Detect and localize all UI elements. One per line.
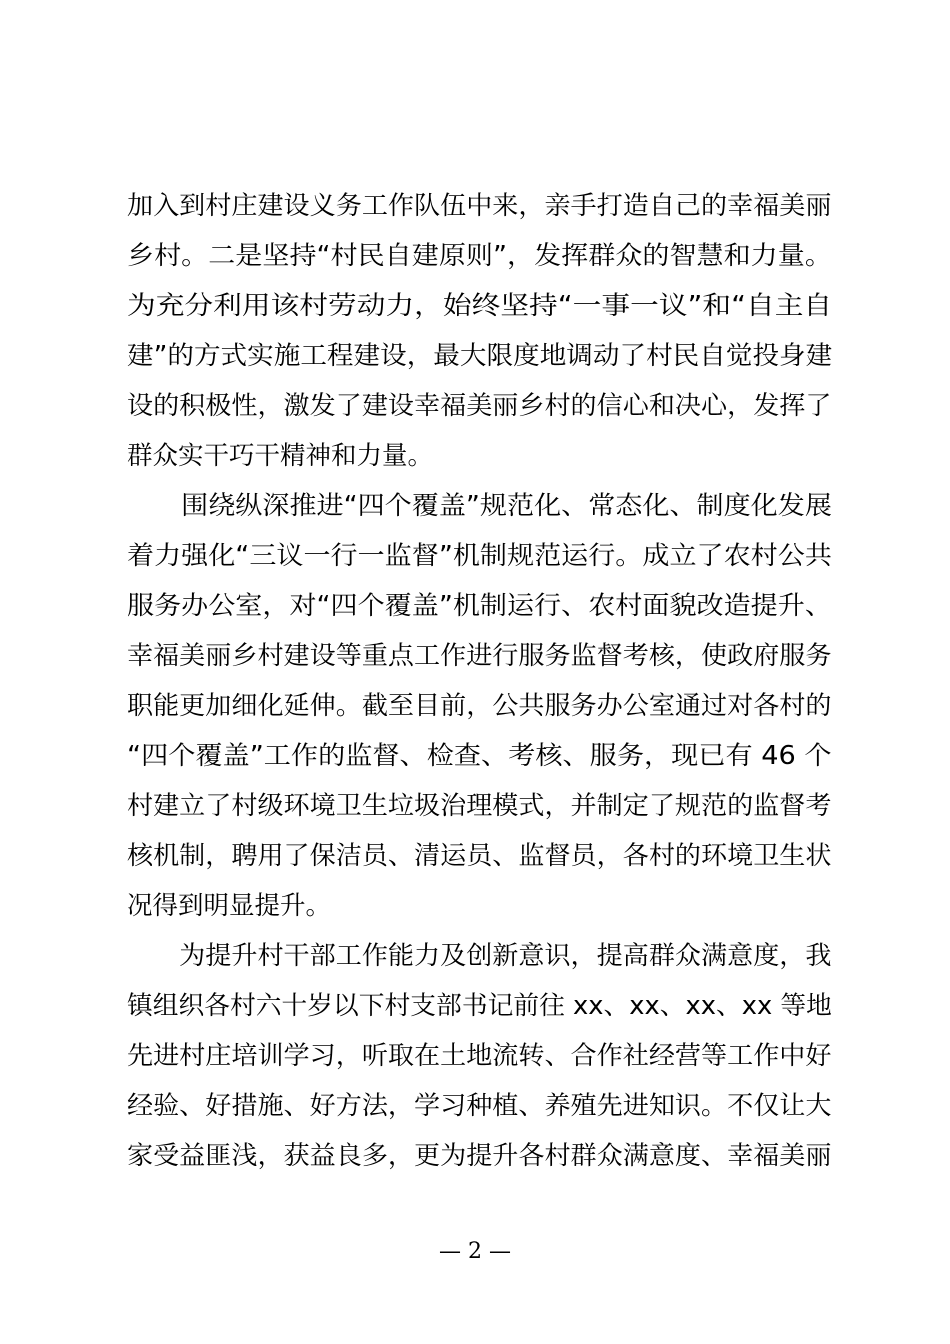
text-line: 服务办公室，对“四个覆盖”机制运行、农村面貌改造提升、 [127, 591, 832, 621]
text-line: 经验、好措施、好方法，学习种植、养殖先进知识。不仅让大 [127, 1091, 832, 1121]
text-line: 况得到明显提升。 [127, 891, 332, 921]
text-line: 设的积极性，激发了建设幸福美丽乡村的信心和决心，发挥了 [127, 391, 832, 421]
text-line: 建”的方式实施工程建设，最大限度地调动了村民自觉投身建 [127, 341, 833, 371]
text-line: 加入到村庄建设义务工作队伍中来，亲手打造自己的幸福美丽 [127, 191, 832, 221]
text-line: 家受益匪浅，获益良多，更为提升各村群众满意度、幸福美丽 [127, 1141, 832, 1171]
text-line: 村建立了村级环境卫生垃圾治理模式，并制定了规范的监督考 [127, 791, 832, 821]
text-line: 为充分利用该村劳动力，始终坚持“一事一议”和“自主自 [127, 291, 833, 321]
text-line: 先进村庄培训学习，听取在土地流转、合作社经营等工作中好 [127, 1041, 832, 1071]
text-line: 镇组织各村六十岁以下村支部书记前往 xx、xx、xx、xx 等地 [127, 991, 832, 1021]
text-line: 核机制，聘用了保洁员、清运员、监督员，各村的环境卫生状 [127, 841, 832, 871]
page-number: — 2 — [439, 1239, 511, 1264]
text-line: 为提升村干部工作能力及创新意识，提高群众满意度，我 [127, 941, 832, 971]
text-line: 幸福美丽乡村建设等重点工作进行服务监督考核，使政府服务 [127, 641, 832, 671]
text-line: “四个覆盖”工作的监督、检查、考核、服务，现已有 46 个 [127, 741, 832, 771]
text-line: 围绕纵深推进“四个覆盖”规范化、常态化、制度化发展 [127, 491, 832, 521]
text-line: 着力强化“三议一行一监督”机制规范运行。成立了农村公共 [127, 541, 832, 571]
text-line: 乡村。二是坚持“村民自建原则”，发挥群众的智慧和力量。 [127, 241, 832, 271]
text-line: 职能更加细化延伸。截至目前，公共服务办公室通过对各村的 [127, 691, 832, 721]
text-line: 群众实干巧干精神和力量。 [127, 441, 434, 471]
